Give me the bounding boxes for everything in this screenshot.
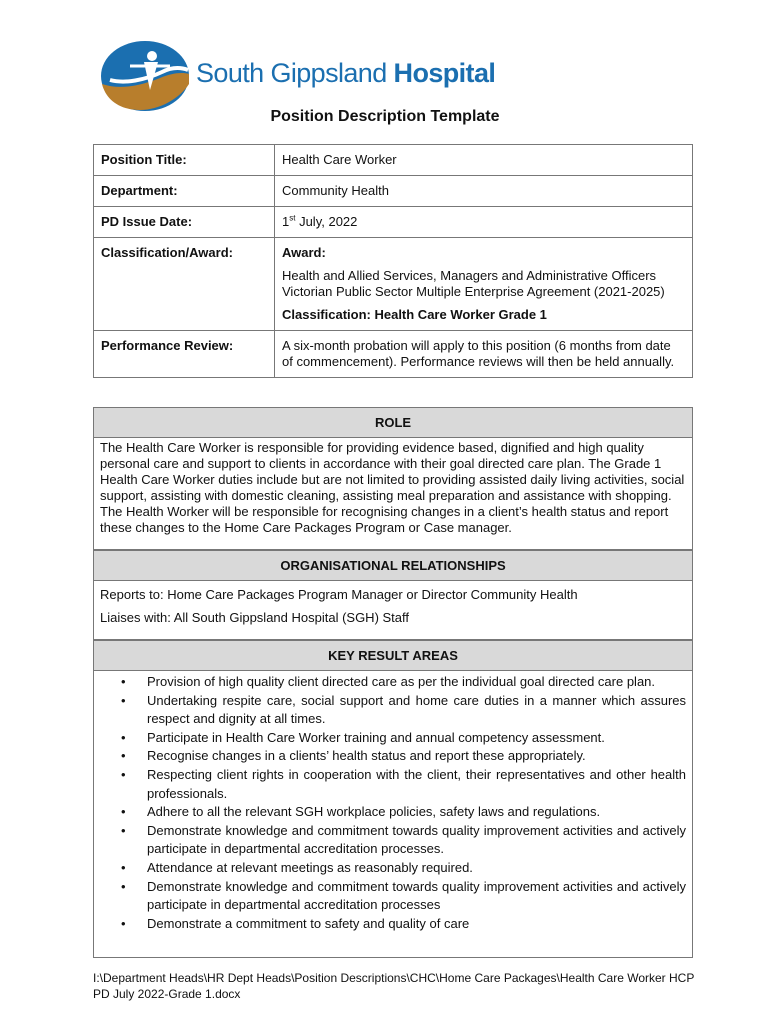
list-item: • Demonstrate knowledge and commitment towards quality improvement activities and actively participate in departmental accreditation processes. [147, 822, 686, 859]
list-item: • Provision of high quality client directed care as per the individual goal directed care plan. [147, 673, 686, 692]
pd-issue-date-rest: July, 2022 [295, 214, 358, 229]
list-item: • Demonstrate a commitment to safety and quality of care [147, 915, 686, 934]
hospital-logo [100, 40, 500, 115]
table-row [94, 145, 693, 176]
key-result-areas-section [93, 640, 693, 958]
logo-text-regular: South Gippsland [196, 58, 394, 88]
classification-value [275, 238, 693, 331]
role-paragraph: The Health Worker will be responsible for recognising changes in a client’s health status and report these changes to the Home Care Packages Program or Case manager. [100, 504, 669, 535]
table-row [94, 176, 693, 207]
role-paragraph: The Health Care Worker is responsible for providing evidence based, dignified and high quality personal care and support to clients in accordance with their goal directed care plan. The Grade 1 Health Care Worker duties include but are not limited to providing assisted daily living activities, social support, assisting with domestic cleaning, assisting meal preparation and assistance with shopping. [100, 440, 685, 503]
reports-to-text: Reports to: Home Care Packages Program Manager or Director Community Health [100, 587, 578, 602]
pd-issue-date-day: 1 [282, 214, 290, 229]
award-text: Health and Allied Services, Managers and Administrative Officers Victorian Public Sector Multiple Enterprise Agreement (2021-2025) [282, 268, 665, 299]
pd-issue-date-value [275, 207, 693, 238]
organisational-relationships-section [93, 550, 693, 640]
organisational-relationships-body [94, 581, 692, 628]
list-item: • Adhere to all the relevant SGH workplace policies, safety laws and regulations. [147, 803, 686, 822]
department-label: Department: [94, 176, 275, 207]
classification-text: Classification: Health Care Worker Grade 1 [282, 307, 547, 322]
table-row [94, 238, 693, 331]
list-item: • Demonstrate knowledge and commitment towards quality improvement activities and actively participate in departmental accreditation processes [147, 878, 686, 915]
position-details-table [93, 144, 693, 378]
role-section [93, 407, 693, 550]
table-row [94, 331, 693, 378]
position-title-value: Health Care Worker [275, 145, 693, 176]
position-title-label: Position Title: [94, 145, 275, 176]
list-item: • Undertaking respite care, social support and home care duties in a manner which assures respect and dignity at all times. [147, 692, 686, 729]
role-heading: ROLE [94, 408, 692, 438]
footer-file-path: I:\Department Heads\HR Dept Heads\Position Descriptions\CHC\Home Care Packages\Health Care Worker HCP PD July 2022-Grade 1.docx [93, 971, 695, 1001]
classification-label: Classification/Award: [94, 238, 275, 331]
pd-issue-date-label: PD Issue Date: [94, 207, 275, 238]
key-result-areas-list [94, 671, 692, 933]
role-body [94, 438, 692, 538]
list-item: • Attendance at relevant meetings as reasonably required. [147, 859, 686, 878]
hospital-logo-icon [100, 40, 190, 112]
pd-issue-date-suffix: st [289, 213, 296, 223]
department-value: Community Health [275, 176, 693, 207]
document-title: Position Description Template [270, 108, 500, 125]
liaises-with-text: Liaises with: All South Gippsland Hospital (SGH) Staff [100, 610, 410, 625]
performance-review-label: Performance Review: [94, 331, 275, 378]
key-result-areas-heading: KEY RESULT AREAS [94, 641, 692, 671]
list-item: • Respecting client rights in cooperation with the client, their representatives and other health professionals. [147, 766, 686, 803]
hospital-logo-wordmark [196, 58, 495, 89]
award-heading: Award: [282, 245, 326, 260]
list-item: • Participate in Health Care Worker training and annual competency assessment. [147, 729, 686, 748]
logo-text-bold: Hospital [393, 58, 496, 88]
performance-review-value: A six-month probation will apply to this position (6 months from date of commencement). Performance reviews will then be held annually. [275, 331, 693, 378]
table-row [94, 207, 693, 238]
organisational-relationships-heading: ORGANISATIONAL RELATIONSHIPS [94, 551, 692, 581]
list-item: • Recognise changes in a clients’ health status and report these appropriately. [147, 747, 686, 766]
